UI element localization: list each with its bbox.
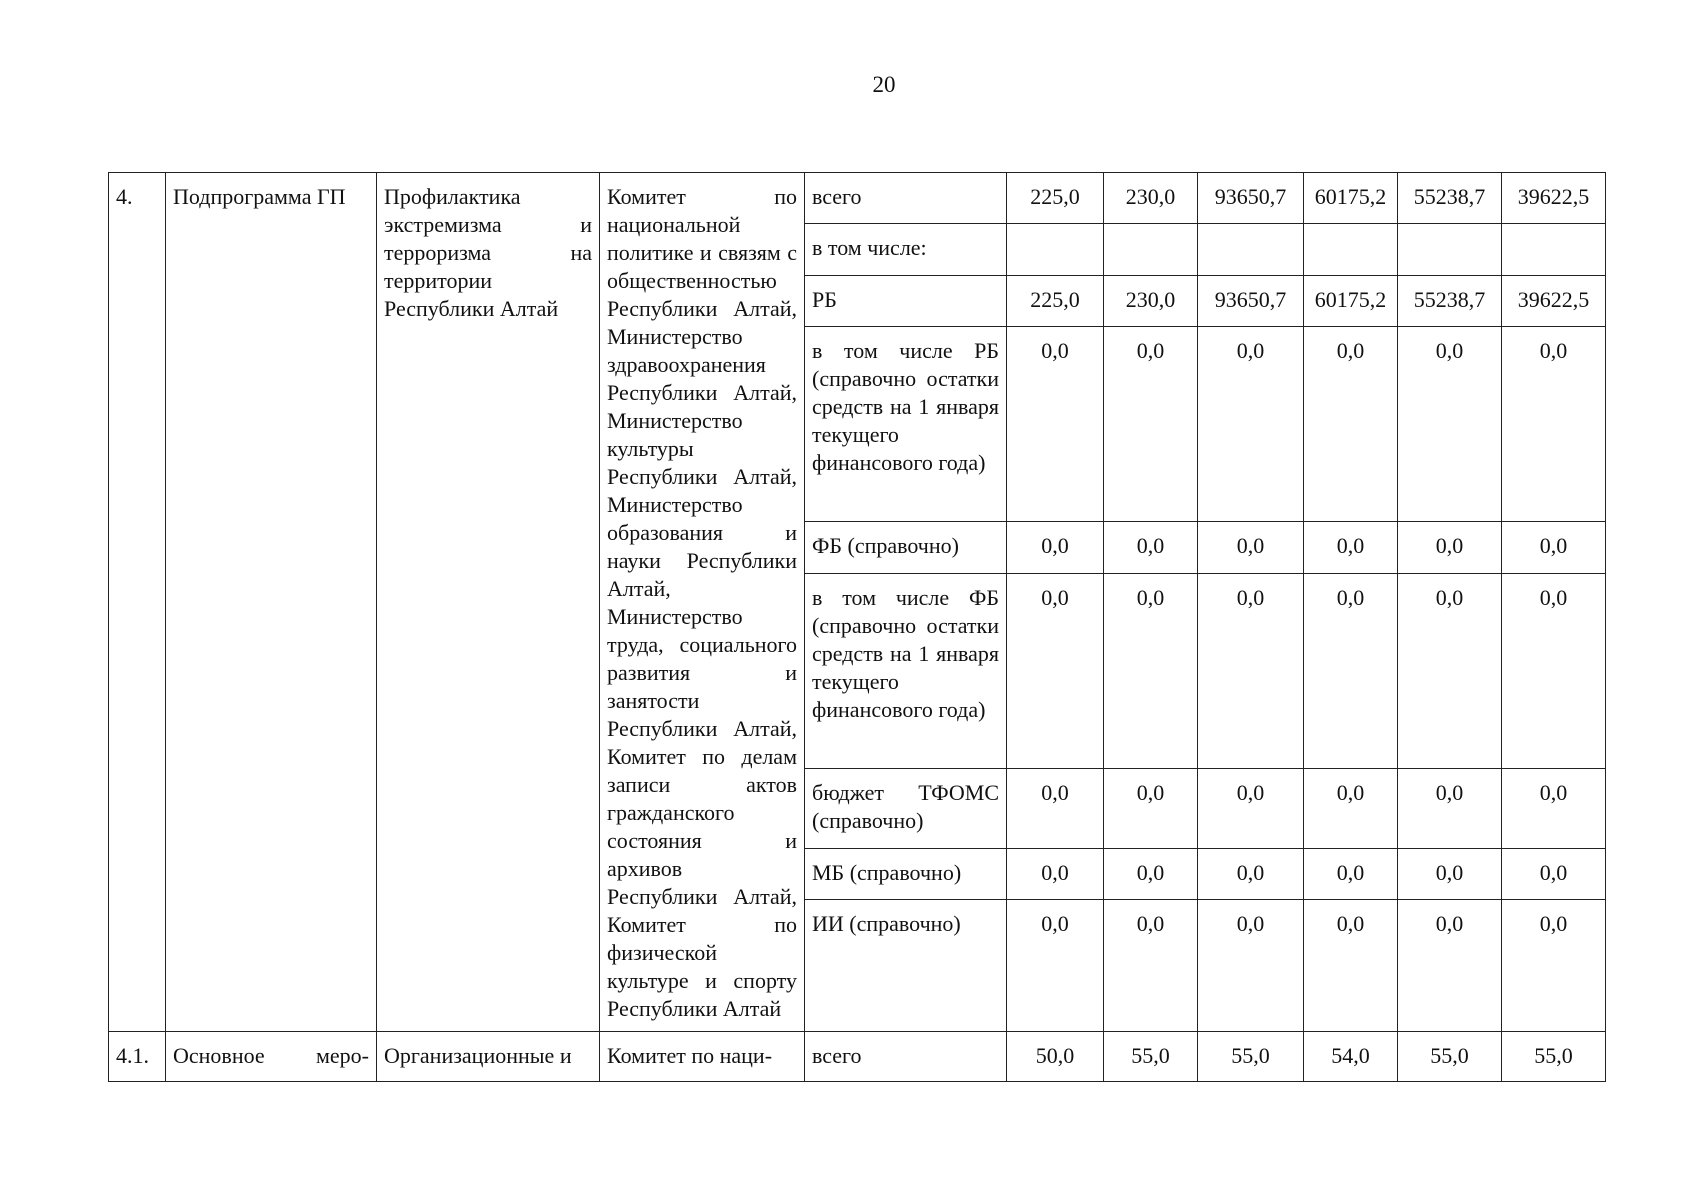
- amount-cell: 0,0: [1502, 900, 1606, 1032]
- amount-cell: 55238,7: [1398, 173, 1502, 224]
- amount-cell: 0,0: [1104, 900, 1198, 1032]
- funding-source: ФБ (справочно): [805, 522, 1007, 573]
- amount-cell: 0,0: [1502, 327, 1606, 522]
- amount-cell: [1502, 224, 1606, 275]
- amount-cell: 0,0: [1398, 900, 1502, 1032]
- amount-cell: 0,0: [1502, 573, 1606, 768]
- amount-cell: 0,0: [1104, 522, 1198, 573]
- amount-cell: 230,0: [1104, 275, 1198, 326]
- amount-cell: 55,0: [1502, 1032, 1606, 1082]
- amount-cell: 39622,5: [1502, 173, 1606, 224]
- amount-cell: 0,0: [1104, 573, 1198, 768]
- amount-cell: 55,0: [1198, 1032, 1304, 1082]
- amount-cell: 55,0: [1398, 1032, 1502, 1082]
- amount-cell: 0,0: [1502, 849, 1606, 900]
- executor: Комитет по национальной политике и связям с общественностью Республики Алтай, Министерство здравоохранения Республики Алтай, Министерство культуры Республики Алтай, Министерство образования и науки Республики Алтай, Министерство труда, социального развития и занятости Республики Алтай, Комитет по делам записи актов гражданского состояния и архивов Республики Алтай, Комитет по физической культуре и спорту Республики Алтай: [600, 173, 805, 1032]
- program-name: Организационные и: [377, 1032, 600, 1082]
- amount-cell: 0,0: [1398, 573, 1502, 768]
- row-number: 4.1.: [109, 1032, 166, 1082]
- funding-source: всего: [805, 1032, 1007, 1082]
- amount-cell: [1304, 224, 1398, 275]
- amount-cell: 0,0: [1104, 768, 1198, 848]
- budget-table: [108, 172, 1606, 1082]
- amount-cell: 55238,7: [1398, 275, 1502, 326]
- amount-cell: 54,0: [1304, 1032, 1398, 1082]
- funding-source: ИИ (справочно): [805, 900, 1007, 1032]
- amount-cell: 0,0: [1502, 768, 1606, 848]
- funding-source: в том числе РБ (справочно остатки средств на 1 января текущего финансового года): [805, 327, 1007, 522]
- amount-cell: 0,0: [1007, 849, 1104, 900]
- amount-cell: 0,0: [1502, 522, 1606, 573]
- funding-source: в том числе ФБ (справочно остатки средств на 1 января текущего финансового года): [805, 573, 1007, 768]
- page-number: 20: [872, 72, 896, 97]
- amount-cell: 0,0: [1198, 522, 1304, 573]
- table-row: [109, 1032, 1606, 1082]
- amount-cell: 0,0: [1007, 768, 1104, 848]
- amount-cell: 0,0: [1007, 900, 1104, 1032]
- amount-cell: 225,0: [1007, 275, 1104, 326]
- amount-cell: 0,0: [1007, 522, 1104, 573]
- funding-source: всего: [805, 173, 1007, 224]
- amount-cell: 55,0: [1104, 1032, 1198, 1082]
- amount-cell: 93650,7: [1198, 275, 1304, 326]
- amount-cell: 0,0: [1198, 900, 1304, 1032]
- amount-cell: 60175,2: [1304, 173, 1398, 224]
- amount-cell: 225,0: [1007, 173, 1104, 224]
- amount-cell: 0,0: [1304, 573, 1398, 768]
- amount-cell: 60175,2: [1304, 275, 1398, 326]
- amount-cell: [1104, 224, 1198, 275]
- funding-source: в том числе:: [805, 224, 1007, 275]
- amount-cell: 0,0: [1007, 573, 1104, 768]
- amount-cell: [1398, 224, 1502, 275]
- amount-cell: 0,0: [1198, 849, 1304, 900]
- amount-cell: 0,0: [1198, 768, 1304, 848]
- row-number: 4.: [109, 173, 166, 1032]
- amount-cell: 230,0: [1104, 173, 1198, 224]
- amount-cell: 0,0: [1304, 327, 1398, 522]
- funding-source: МБ (справочно): [805, 849, 1007, 900]
- amount-cell: 0,0: [1304, 849, 1398, 900]
- executor: Комитет по наци-: [600, 1032, 805, 1082]
- program-name: Профилактика экстремизма и терроризма на территории Республики Алтай: [377, 173, 600, 1032]
- amount-cell: 0,0: [1198, 327, 1304, 522]
- amount-cell: 0,0: [1104, 849, 1198, 900]
- amount-cell: 0,0: [1304, 768, 1398, 848]
- amount-cell: [1198, 224, 1304, 275]
- amount-cell: 50,0: [1007, 1032, 1104, 1082]
- amount-cell: 0,0: [1198, 573, 1304, 768]
- amount-cell: 93650,7: [1198, 173, 1304, 224]
- amount-cell: 0,0: [1304, 522, 1398, 573]
- funding-source: РБ: [805, 275, 1007, 326]
- amount-cell: 0,0: [1104, 327, 1198, 522]
- amount-cell: 0,0: [1007, 327, 1104, 522]
- amount-cell: 0,0: [1398, 327, 1502, 522]
- program-type: Основное меро-: [166, 1032, 377, 1082]
- amount-cell: 0,0: [1398, 522, 1502, 573]
- amount-cell: 0,0: [1398, 849, 1502, 900]
- amount-cell: 0,0: [1398, 768, 1502, 848]
- funding-source: бюджет ТФОМС (справочно): [805, 768, 1007, 848]
- amount-cell: 0,0: [1304, 900, 1398, 1032]
- amount-cell: [1007, 224, 1104, 275]
- table-row: [109, 173, 1606, 224]
- program-type: Подпрограмма ГП: [166, 173, 377, 1032]
- amount-cell: 39622,5: [1502, 275, 1606, 326]
